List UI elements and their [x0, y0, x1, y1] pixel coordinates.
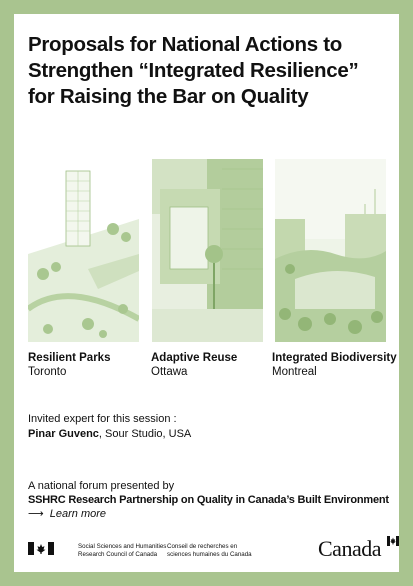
sshrc-fr-line-1: Conseil de recherches en: [167, 543, 238, 550]
canada-wordmark: Canada: [318, 536, 381, 561]
caption-title: Integrated Biodiversity: [272, 352, 397, 364]
sshrc-en-line-1: Social Sciences and Humanities: [78, 543, 167, 550]
title-line-3: for Raising the Bar on Quality: [28, 85, 309, 108]
title-line-2: Strengthen “Integrated Resilience”: [28, 59, 359, 82]
poster-card: [14, 14, 399, 572]
expert-affiliation: , Sour Studio, USA: [98, 428, 192, 440]
learn-more-link[interactable]: [28, 507, 398, 521]
title-line-1: Proposals for National Actions to: [28, 33, 342, 56]
sshrc-french-name: [167, 543, 252, 558]
caption-integrated-biodiversity: [272, 351, 397, 379]
caption-title: Adaptive Reuse: [151, 352, 238, 364]
caption-resilient-parks: [28, 351, 110, 379]
poster-title: [28, 32, 388, 110]
caption-city: Toronto: [28, 366, 67, 378]
sshrc-en-line-2: Research Council of Canada: [78, 550, 158, 558]
forum-block: [28, 479, 398, 521]
sshrc-english-name: [78, 543, 166, 558]
caption-city: Ottawa: [151, 366, 188, 378]
learn-more-label: Learn more: [49, 508, 107, 520]
caption-title: Resilient Parks: [28, 352, 111, 364]
canada-flag-icon: [28, 542, 54, 555]
footer: [28, 536, 388, 562]
caption-adaptive-reuse: [151, 351, 237, 379]
expert-name: Pinar Guvenc: [28, 428, 99, 440]
forum-intro: A national forum presented by: [28, 480, 175, 492]
caption-city: Montreal: [272, 366, 317, 378]
adaptive-reuse-image: [152, 159, 263, 342]
resilient-parks-image: [28, 159, 139, 342]
right-arrow-icon: ⟶: [28, 508, 44, 520]
sshrc-fr-line-2: sciences humaines du Canada: [167, 550, 252, 558]
integrated-biodiversity-image: [275, 159, 386, 342]
panel-captions: [28, 351, 398, 385]
invited-label: Invited expert for this session :: [28, 413, 177, 425]
canada-wordmark-flag-icon: [387, 536, 399, 546]
image-strip: [28, 159, 386, 342]
invited-expert-block: [28, 412, 191, 442]
forum-organization: SSHRC Research Partnership on Quality in Canada’s Built Environment: [28, 494, 389, 506]
expert-line: [28, 427, 191, 442]
